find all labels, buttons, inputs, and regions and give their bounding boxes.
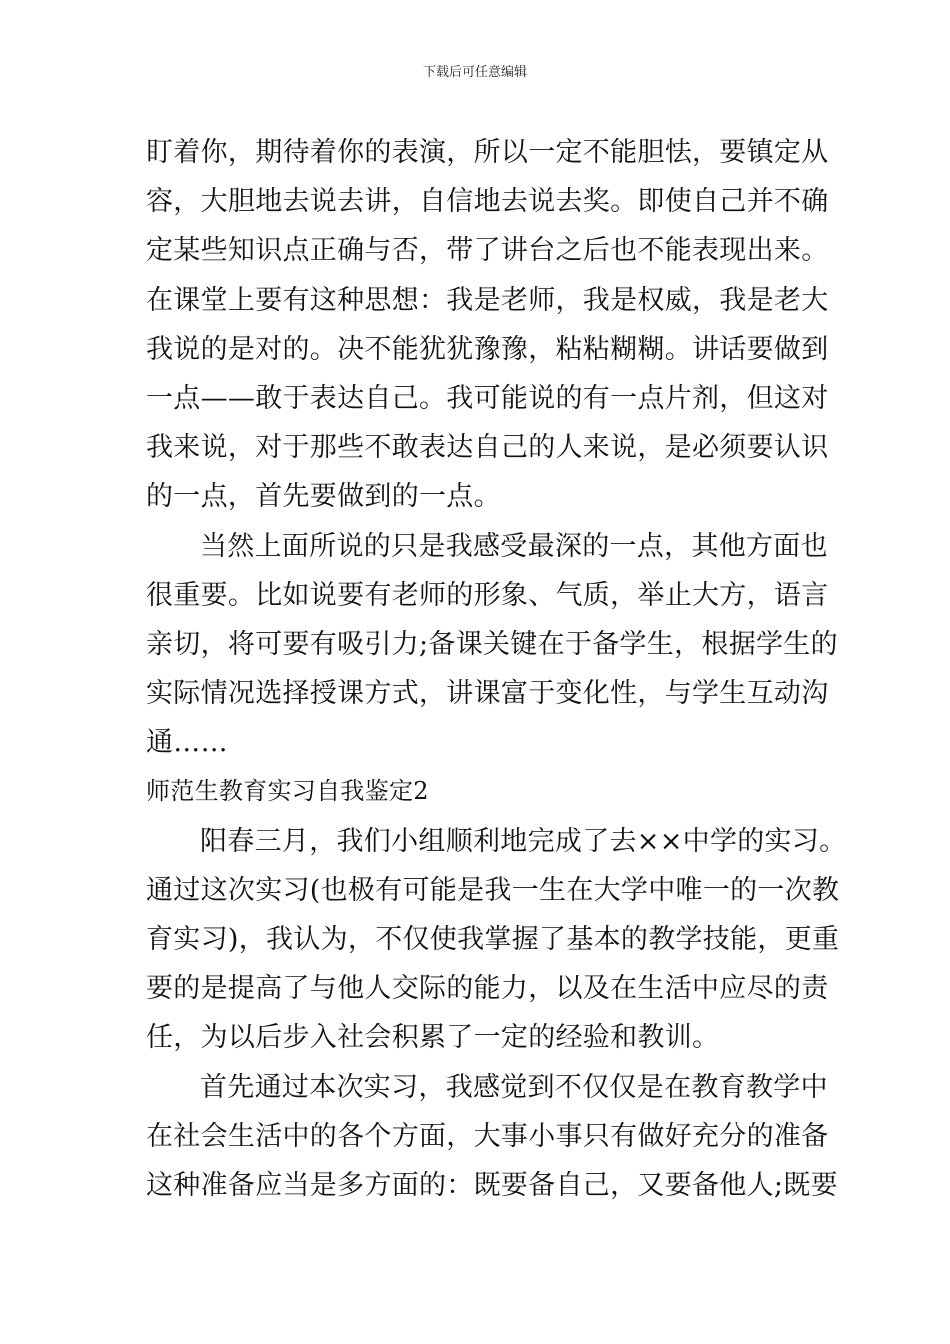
- text-line: 在社会生活中的各个方面，大事小事只有做好充分的准备: [146, 1120, 829, 1152]
- text-line: 我来说，对于那些不敢表达自己的人来说，是必须要认识: [146, 432, 829, 464]
- paragraph-first-line: 当然上面所说的只是我感受最深的一点，其他方面也: [200, 530, 828, 562]
- text-line: 定某些知识点正确与否，带了讲台之后也不能表现出来。: [146, 235, 829, 267]
- text-line: 我说的是对的。决不能犹犹豫豫，粘粘糊糊。讲话要做到: [146, 333, 829, 365]
- text-line: 的一点，首先要做到的一点。: [146, 481, 501, 513]
- section-heading: 师范生教育实习自我鉴定2: [146, 777, 429, 806]
- paragraph-first-line: 首先通过本次实习，我感觉到不仅仅是在教育教学中: [200, 1071, 828, 1103]
- text-line: 亲切，将可要有吸引力;备课关键在于备学生，根据学生的: [146, 628, 838, 660]
- text-line: 任，为以后步入社会积累了一定的经验和教训。: [146, 1022, 720, 1054]
- text-line: 容，大胆地去说去讲，自信地去说去奖。即使自己并不确: [146, 186, 829, 218]
- text-line: 很重要。比如说要有老师的形象、气质，举止大方，语言: [146, 579, 829, 611]
- text-line: 这种准备应当是多方面的：既要备自己，又要备他人;既要: [146, 1169, 838, 1201]
- paragraph-first-line: 阳春三月，我们小组顺利地完成了去××中学的实习。: [200, 825, 847, 857]
- text-line: 通过这次实习(也极有可能是我一生在大学中唯一的一次教: [146, 874, 840, 906]
- text-line: 育实习)，我认为，不仅使我掌握了基本的教学技能，更重: [146, 924, 840, 955]
- text-line: 通……: [146, 727, 228, 759]
- document-body: [146, 128, 847, 1210]
- text-line: 一点——敢于表达自己。我可能说的有一点片剂，但这对: [146, 382, 829, 414]
- text-line: 要的是提高了与他人交际的能力，以及在生活中应尽的责: [146, 973, 829, 1005]
- text-line: 在课堂上要有这种思想：我是老师，我是权威，我是老大: [146, 284, 829, 316]
- text-line: 盯着你，期待着你的表演，所以一定不能胆怯，要镇定从: [146, 137, 829, 168]
- text-line: 实际情况选择授课方式，讲课富于变化性，与学生互动沟: [146, 678, 829, 710]
- page-header: 下载后可任意编辑: [422, 65, 527, 80]
